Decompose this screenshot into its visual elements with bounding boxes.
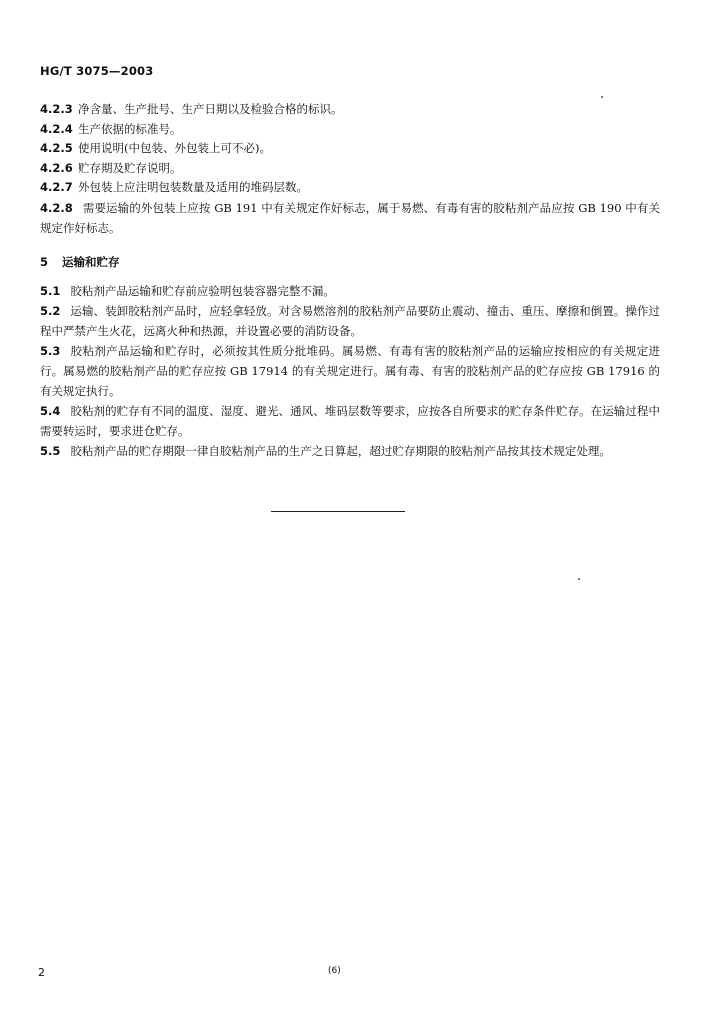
clause-4-2-4 xyxy=(40,120,660,140)
clause-5-3 xyxy=(40,341,660,401)
scan-speck xyxy=(578,578,580,580)
footer-page-mark: (6) xyxy=(328,966,341,976)
end-of-text-rule xyxy=(271,511,405,512)
clause-number: 5.2 xyxy=(40,304,61,318)
section-5-clauses xyxy=(40,281,660,461)
clause-number: 5.5 xyxy=(40,444,61,458)
clause-text: 胶粘剂产品运输和贮存前应验明包装容器完整不漏。 xyxy=(70,284,335,298)
clause-4-2-3 xyxy=(40,100,660,120)
section-number: 5 xyxy=(40,255,49,269)
clause-4-2-8 xyxy=(40,198,660,238)
clause-number: 4.2.4 xyxy=(40,121,73,136)
clause-text: 胶粘剂产品的贮存期限一律自胶粘剂产品的生产之日算起，超过贮存期限的胶粘剂产品按其技术规定处理。 xyxy=(70,444,611,458)
clause-text: 外包装上应注明包装数量及适用的堆码层数。 xyxy=(78,180,308,194)
clause-number: 5.1 xyxy=(40,284,61,298)
clause-5-4 xyxy=(40,401,660,441)
clause-4-2-7 xyxy=(40,178,660,198)
clause-number: 4.2.3 xyxy=(40,102,73,116)
clause-number: 5.4 xyxy=(40,404,61,418)
clause-text: 使用说明(中包装、外包装上可不必)。 xyxy=(78,141,271,155)
clause-5-5 xyxy=(40,441,660,461)
clause-text: 贮存期及贮存说明。 xyxy=(78,160,182,175)
clause-number: 4.2.6 xyxy=(40,160,73,175)
clause-number: 4.2.8 xyxy=(40,201,73,215)
section-title-text: 运输和贮存 xyxy=(62,255,120,269)
clause-text: 需要运输的外包装上应按 GB 191 中有关规定作好标志，属于易燃、有毒有害的胶粘剂产品应按 GB 190 中有关规定作好标志。 xyxy=(40,201,660,235)
clause-text: 生产依据的标准号。 xyxy=(78,121,182,136)
section-5-heading xyxy=(40,254,120,270)
clause-4-2-5 xyxy=(40,139,660,159)
clause-text: 胶粘剂产品运输和贮存时，必须按其性质分批堆码。属易燃、有毒有害的胶粘剂产品的运输应按相应的有关规定进行。属易燃的胶粘剂产品的贮存应按 GB 17914 的有关规定进行。属有毒、有害的胶粘剂产品的贮存应按 GB 17916 的有关规定执行。 xyxy=(40,344,660,398)
clause-4-2-6 xyxy=(40,159,660,179)
scan-speck xyxy=(601,96,603,98)
clause-text: 运输、装卸胶粘剂产品时，应轻拿轻放。对含易燃溶剂的胶粘剂产品要防止震动、撞击、重压、摩擦和倒置。操作过程中严禁产生火花，远离火种和热源，并设置必要的消防设备。 xyxy=(40,304,660,338)
clauses-4-2-list xyxy=(40,100,660,198)
page-number: 2 xyxy=(38,966,45,979)
clause-5-1 xyxy=(40,281,660,301)
standard-code-header: HG/T 3075—2003 xyxy=(40,64,154,78)
clause-number: 4.2.7 xyxy=(40,180,73,194)
clause-text: 胶粘剂的贮存有不同的温度、湿度、避光、通风、堆码层数等要求，应按各自所要求的贮存条件贮存。在运输过程中需要转运时，要求进仓贮存。 xyxy=(40,404,660,438)
clause-number: 5.3 xyxy=(40,344,61,358)
clause-text: 净含量、生产批号、生产日期以及检验合格的标识。 xyxy=(78,102,343,116)
clause-5-2 xyxy=(40,301,660,341)
clause-number: 4.2.5 xyxy=(40,141,73,155)
